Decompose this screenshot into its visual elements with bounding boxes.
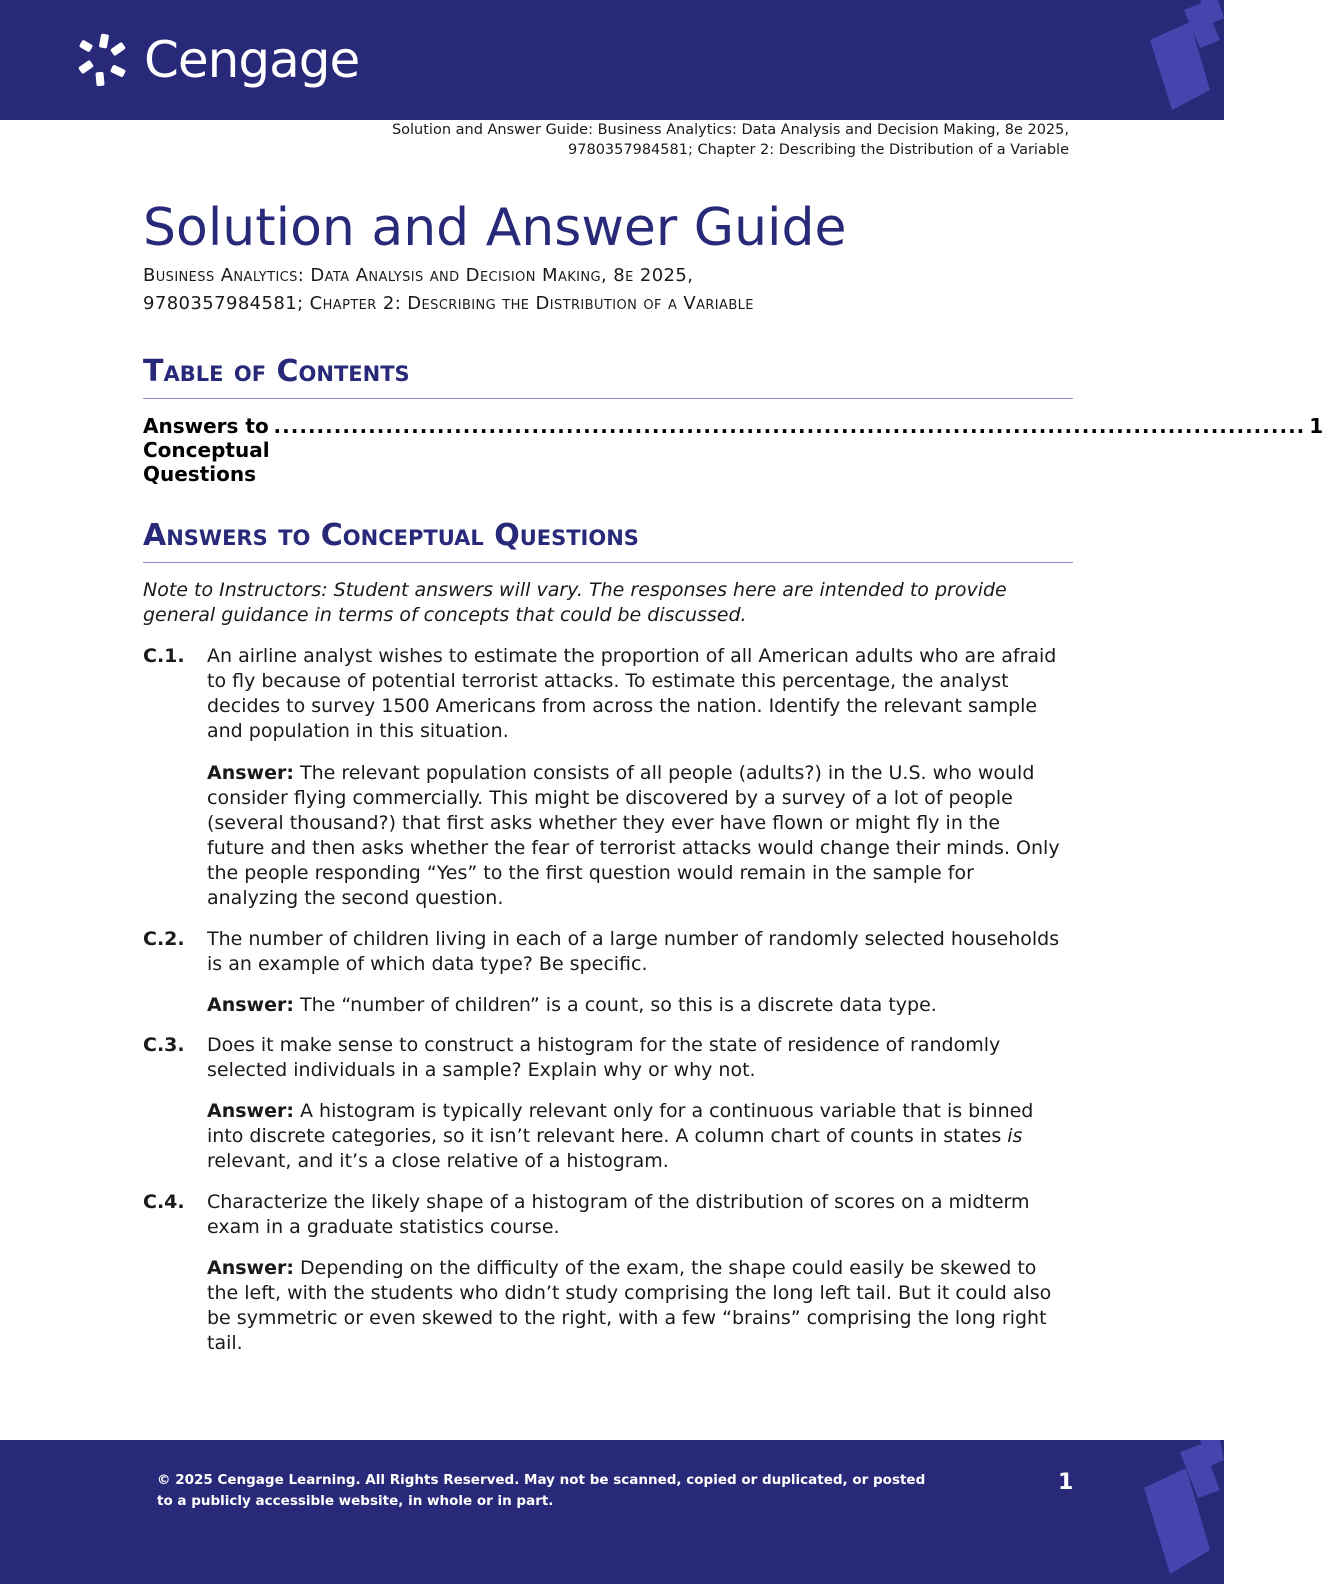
toc-entry-page: 1 (1309, 414, 1323, 438)
page-subtitle (143, 262, 1043, 318)
answer-text-part2: relevant, and it’s a close relative of a histogram. (207, 1150, 669, 1172)
running-head (169, 120, 1069, 160)
question-text: Characterize the likely shape of a histogram of the distribution of scores on a midterm exam in a graduate statistics course. (207, 1191, 1030, 1238)
header-band (0, 0, 1224, 120)
toc-heading: Table of Contents (143, 354, 1073, 399)
corner-decoration-icon (1140, 0, 1224, 120)
question-text: An airline analyst wishes to estimate the proportion of all American adults who are afraid to fly because of potential terrorist attacks. To estimate this percentage, the analyst decides to survey 1500 Americans from across the nation. Identify the relevant sample and population in this situation. (207, 645, 1057, 742)
question-c4 (143, 1190, 1063, 1240)
answer-text-part1: A histogram is typically relevant only for a continuous variable that is binned into discrete categories, so it isn’t relevant here. A column chart of counts in states (207, 1100, 1034, 1147)
section-heading: Answers to Conceptual Questions (143, 518, 1073, 563)
toc-leader-dots: ........................................................................................................................ (273, 414, 1306, 438)
footer-band (0, 1440, 1224, 1584)
page-title: Solution and Answer Guide (143, 198, 847, 258)
question-c2 (143, 927, 1063, 977)
answer-c3 (207, 1099, 1063, 1174)
toc-entry-label: Answers to Conceptual Questions (143, 414, 270, 486)
answer-label: Answer: (207, 1257, 294, 1279)
question-number: C.1. (143, 645, 185, 667)
answer-label: Answer: (207, 1100, 294, 1122)
question-c1 (143, 644, 1063, 744)
answer-text: The relevant population consists of all people (adults?) in the U.S. who would consider flying commercially. This might be discovered by a survey of a lot of people (several thousand?) that first asks whether they ever have flown or might fly in the future and then asks whether the fear of terrorist attacks would change their minds. Only the people responding “Yes” to the first question would remain in the sample for analyzing the second question. (207, 762, 1060, 909)
question-number: C.3. (143, 1034, 185, 1056)
answer-c2 (207, 993, 1063, 1018)
corner-decoration-icon (1130, 1440, 1224, 1584)
copyright-notice: © 2025 Cengage Learning. All Rights Reserved. May not be scanned, copied or duplicated, or posted to a publicly accessible website, in whole or in part. (157, 1472, 926, 1509)
brand-name: Cengage (144, 31, 360, 89)
running-head-line2: 9780357984581; Chapter 2: Describing the Distribution of a Variable (568, 142, 1069, 158)
question-text: Does it make sense to construct a histogram for the state of residence of randomly selected individuals in a sample? Explain why or why not. (207, 1034, 1001, 1081)
answer-text: Depending on the difficulty of the exam, the shape could easily be skewed to the left, with the students who didn’t study comprising the long left tail. But it could also be symmetric or even skewed to the right, with a few “brains” comprising the long right tail. (207, 1257, 1052, 1354)
answer-label: Answer: (207, 994, 294, 1016)
page-number: 1 (1058, 1470, 1074, 1495)
answer-text-emphasis: is (1007, 1125, 1023, 1147)
cengage-burst-icon (74, 30, 134, 90)
question-c3 (143, 1033, 1063, 1083)
answer-c4 (207, 1256, 1063, 1356)
answer-text: The “number of children” is a count, so this is a discrete data type. (300, 994, 937, 1016)
question-text: The number of children living in each of a large number of randomly selected households is an example of which data type? Be specific. (207, 928, 1060, 975)
subtitle-line1: Business Analytics: Data Analysis and Decision Making, 8e 2025, (143, 265, 694, 286)
answer-c1 (207, 761, 1063, 911)
question-number: C.4. (143, 1191, 185, 1213)
subtitle-line2: 9780357984581; Chapter 2: Describing the Distribution of a Variable (143, 293, 754, 314)
instructor-note: Note to Instructors: Student answers will vary. The responses here are intended to provide general guidance in terms of concepts that could be discussed. (143, 579, 1007, 626)
answer-label: Answer: (207, 762, 294, 784)
question-number: C.2. (143, 928, 185, 950)
running-head-line1: Solution and Answer Guide: Business Analytics: Data Analysis and Decision Making, 8e 2025, (391, 122, 1069, 138)
toc-entry[interactable] (143, 414, 1323, 486)
cengage-logo (74, 30, 359, 90)
